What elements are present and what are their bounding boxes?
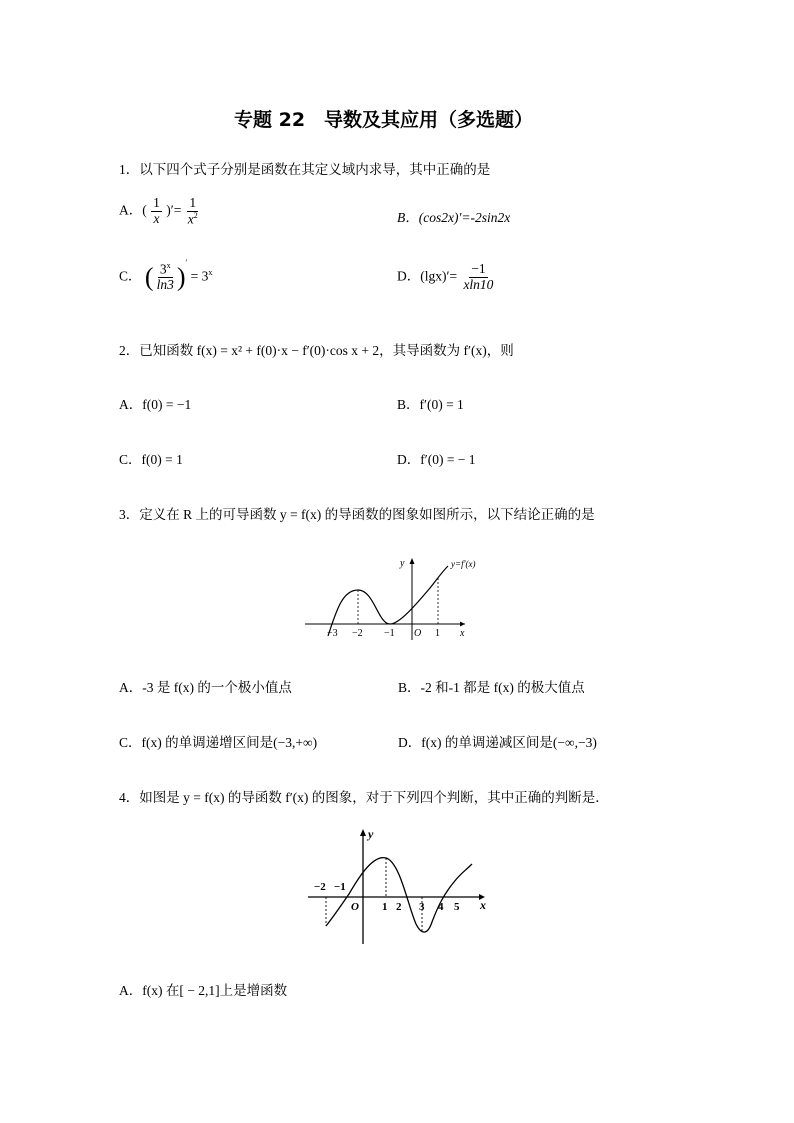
q1-c-den: ln3 bbox=[156, 277, 174, 293]
q3-derivative-graph bbox=[300, 552, 480, 644]
q3-y-arrow bbox=[410, 558, 415, 564]
q4-y-label: y bbox=[368, 827, 374, 841]
q1-c-num-sup: x bbox=[166, 261, 171, 270]
page-title: 专题 22 导数及其应用（多选题） bbox=[234, 109, 534, 131]
question-1-stem: 1．以下四个式子分别是函数在其定义域内求导，其中正确的是 bbox=[119, 162, 491, 177]
q4-tick-1: 1 bbox=[382, 901, 388, 913]
q1-d-prefix: D．(lgx)′= bbox=[397, 268, 458, 284]
q3-x-label: x bbox=[460, 628, 465, 639]
q2-option-d[interactable]: D．f′(0) = − 1 bbox=[397, 452, 476, 467]
q3-curve-label: y=f′(x) bbox=[451, 559, 476, 569]
q1-option-d[interactable] bbox=[397, 262, 496, 293]
q4-tick-minus1: −1 bbox=[334, 881, 346, 893]
q1-a-mid: )′= bbox=[166, 202, 182, 218]
q1-a-rnum: 1 bbox=[189, 195, 197, 210]
q1-c-rparen: ) bbox=[176, 262, 186, 292]
question-2-stem: 2．已知函数 f(x) = x² + f(0)·x − f′(0)·cos x + 2，其导函数为 f′(x)，则 bbox=[119, 343, 514, 358]
q2-option-b[interactable]: B．f′(0) = 1 bbox=[397, 397, 464, 412]
q4-derivative-graph bbox=[304, 826, 494, 951]
q1-a-rden-sup: 2 bbox=[193, 210, 198, 220]
q4-tick-2: 2 bbox=[396, 901, 402, 913]
q1-a-rden: x bbox=[187, 211, 194, 227]
q3-curve bbox=[328, 566, 448, 636]
q4-tick-minus2: −2 bbox=[314, 881, 326, 893]
q1-c-after: = 3 bbox=[190, 268, 209, 284]
q1-c-prefix: C． bbox=[119, 268, 142, 284]
q4-tick-5: 5 bbox=[454, 901, 460, 913]
q1-option-b[interactable]: B．(cos2x)′=-2sin2x bbox=[397, 210, 511, 225]
q3-option-b[interactable]: B．-2 和-1 都是 f(x) 的极大值点 bbox=[398, 680, 585, 695]
q3-option-d[interactable]: D．f(x) 的单调递减区间是(−∞,−3) bbox=[398, 735, 597, 750]
q1-a-rhs-fraction bbox=[186, 196, 200, 227]
q1-a-num: 1 bbox=[153, 195, 160, 211]
q4-curve bbox=[326, 858, 472, 932]
q4-x-label: x bbox=[480, 898, 486, 912]
q4-tick-3: 3 bbox=[419, 901, 425, 913]
q3-tick-minus2: −2 bbox=[352, 628, 363, 639]
q1-d-den: xln10 bbox=[463, 276, 494, 292]
q1-a-prefix: A．( bbox=[119, 202, 147, 218]
q3-tick-minus3: −3 bbox=[327, 628, 338, 639]
q3-y-label: y bbox=[400, 558, 405, 569]
q4-origin-label: O bbox=[351, 901, 359, 913]
q1-c-after-sup: x bbox=[208, 268, 213, 278]
q4-y-arrow bbox=[360, 829, 366, 836]
q3-origin-label: O bbox=[414, 628, 422, 639]
q2-option-c[interactable]: C．f(0) = 1 bbox=[119, 452, 183, 467]
q3-option-c[interactable]: C．f(x) 的单调递增区间是(−3,+∞) bbox=[119, 735, 318, 750]
question-4-stem: 4．如图是 y = f(x) 的导函数 f′(x) 的图象，对于下列四个判断，其中正确的判断是． bbox=[119, 790, 609, 805]
q1-a-fraction bbox=[151, 196, 162, 227]
q1-option-a[interactable] bbox=[119, 196, 201, 227]
q1-c-lparen: ( bbox=[144, 262, 154, 292]
q3-option-a[interactable]: A．-3 是 f(x) 的一个极小值点 bbox=[119, 680, 292, 695]
question-3-stem: 3．定义在 R 上的可导函数 y = f(x) 的导函数的图象如图所示，以下结论正确的是 bbox=[119, 507, 595, 522]
q4-tick-4: 4 bbox=[438, 901, 444, 913]
q1-d-fraction bbox=[461, 262, 495, 293]
q1-d-num: −1 bbox=[471, 261, 486, 276]
q1-c-fraction: $\frac{3^x}{\ln 3}$ bbox=[156, 261, 174, 293]
q1-option-c[interactable]: C． ( $\frac{3^x}{\ln 3}$ )$' = 3^x$ bbox=[119, 258, 213, 293]
q2-option-a[interactable]: A．f(0) = −1 bbox=[119, 397, 192, 412]
q3-tick-minus1: −1 bbox=[384, 628, 395, 639]
q1-a-den: x bbox=[153, 211, 160, 227]
q3-tick-1: 1 bbox=[435, 628, 440, 639]
q4-option-a[interactable]: A．f(x) 在[ − 2,1]上是增函数 bbox=[119, 983, 288, 998]
q3-x-arrow bbox=[460, 622, 465, 627]
